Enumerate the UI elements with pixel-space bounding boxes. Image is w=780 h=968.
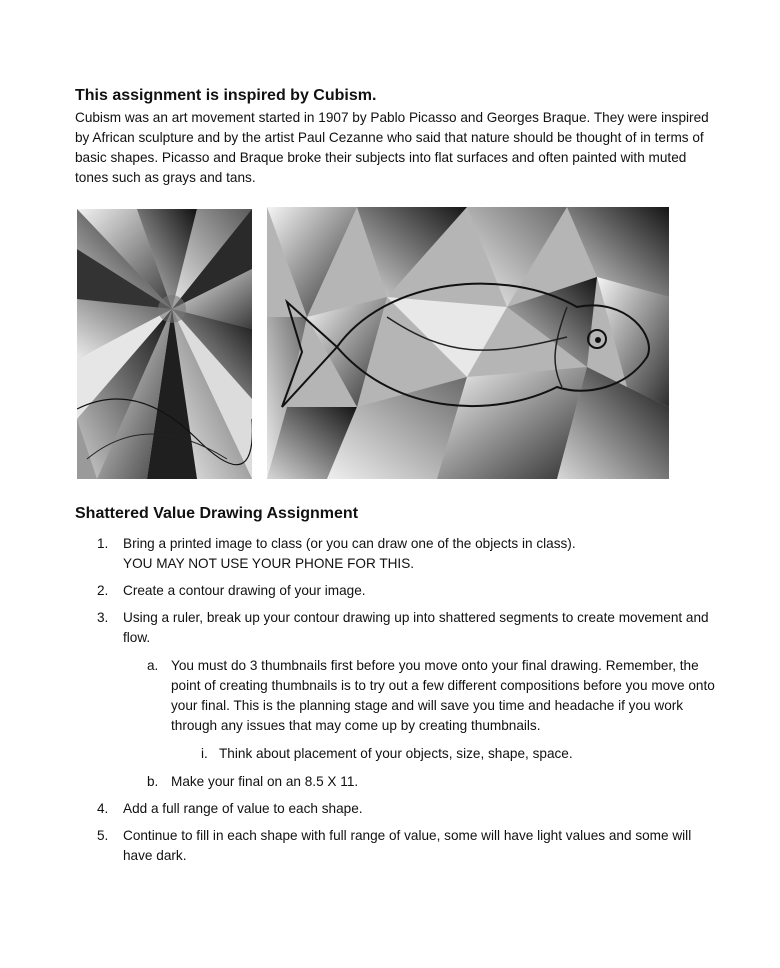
list-item-note: YOU MAY NOT USE YOUR PHONE FOR THIS. bbox=[123, 556, 415, 571]
list-item-text: Bring a printed image to class (or you can draw one of the objects in class). bbox=[123, 536, 576, 551]
list-item bbox=[75, 799, 715, 819]
list-item-text: Create a contour drawing of your image. bbox=[123, 583, 366, 598]
list-item-number: 4. bbox=[97, 801, 109, 816]
list-item-text: You must do 3 thumbnails first before you move onto your final drawing. Remember, the point of creating thumbnails is to try out a few different compositions before you move onto your final. This is the planning stage and will save you time and headache if you work through any issues that may come up by creating thumbnails. bbox=[171, 658, 715, 733]
list-subsubitem bbox=[75, 744, 715, 764]
list-item bbox=[75, 534, 715, 574]
artwork-image-radial bbox=[77, 209, 252, 479]
list-item-number: 2. bbox=[97, 583, 109, 598]
list-item-text: Using a ruler, break up your contour drawing up into shattered segments to create movement and flow. bbox=[123, 610, 709, 645]
list-item-number: b. bbox=[147, 774, 159, 789]
list-item-number: i. bbox=[201, 746, 208, 761]
list-item-number: a. bbox=[147, 658, 159, 673]
list-item-number: 3. bbox=[97, 610, 109, 625]
list-item bbox=[75, 826, 715, 866]
list-item-text: Make your final on an 8.5 X 11. bbox=[171, 774, 359, 789]
list-item-text: Add a full range of value to each shape. bbox=[123, 801, 363, 816]
intro-paragraph: Cubism was an art movement started in 1907 by Pablo Picasso and Georges Braque. They were inspired by African sculpture and by the artist Paul Cezanne who said that nature should be thought of in terms of basic shapes. Picasso and Braque broke their subjects into flat surfaces and often painted with muted tones such as grays and tans. bbox=[75, 110, 709, 185]
list-item-number: 5. bbox=[97, 828, 109, 843]
artwork-image-fish bbox=[267, 207, 669, 479]
list-item-number: 1. bbox=[97, 536, 109, 551]
page-heading: This assignment is inspired by Cubism. bbox=[75, 87, 377, 104]
assignment-title: Shattered Value Drawing Assignment bbox=[75, 505, 359, 522]
assignment-steps-list bbox=[75, 534, 715, 873]
list-item-text: Continue to fill in each shape with full range of value, some will have light values and some will have dark. bbox=[123, 828, 692, 863]
list-subitem bbox=[75, 772, 715, 792]
list-item bbox=[75, 581, 715, 601]
list-subitem bbox=[75, 656, 715, 736]
list-item bbox=[75, 608, 715, 648]
list-item-text: Think about placement of your objects, size, shape, space. bbox=[219, 746, 573, 761]
